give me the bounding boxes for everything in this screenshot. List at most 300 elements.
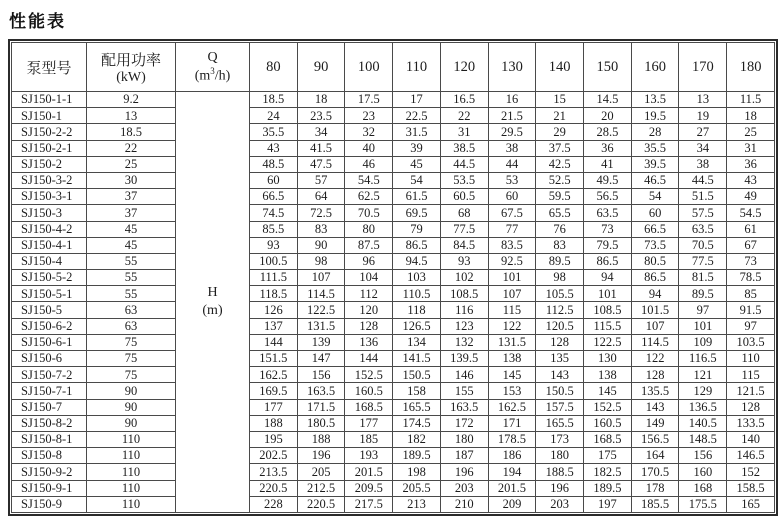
- head-value-cell: 54.5: [727, 205, 775, 221]
- head-value-cell: 23.5: [297, 108, 345, 124]
- head-value-cell: 115: [727, 367, 775, 383]
- head-value-cell: 143: [631, 399, 679, 415]
- head-value-cell: 217.5: [345, 496, 393, 512]
- head-value-cell: 196: [297, 448, 345, 464]
- head-value-cell: 52.5: [536, 172, 584, 188]
- head-value-cell: 93: [250, 237, 298, 253]
- head-value-cell: 89.5: [536, 253, 584, 269]
- head-value-cell: 158.5: [727, 480, 775, 496]
- head-value-cell: 194: [488, 464, 536, 480]
- head-value-cell: 60: [631, 205, 679, 221]
- head-value-cell: 180: [536, 448, 584, 464]
- head-value-cell: 28: [631, 124, 679, 140]
- power-cell: 25: [87, 156, 176, 172]
- head-value-cell: 107: [488, 286, 536, 302]
- head-value-cell: 57: [297, 172, 345, 188]
- head-value-cell: 203: [536, 496, 584, 512]
- header-q-unit: $(m^3/h)$: [194, 65, 231, 84]
- head-value-cell: 49: [727, 189, 775, 205]
- head-value-cell: 149: [631, 415, 679, 431]
- head-value-cell: 86.5: [631, 270, 679, 286]
- head-value-cell: 121: [679, 367, 727, 383]
- head-value-cell: 59.5: [536, 189, 584, 205]
- header-power: [87, 43, 176, 92]
- pump-model-cell: SJ150-5: [12, 302, 87, 318]
- head-unit: (m): [202, 302, 223, 318]
- head-value-cell: 73: [584, 221, 632, 237]
- table-row: [12, 399, 775, 415]
- table-row: [12, 464, 775, 480]
- head-value-cell: 36: [727, 156, 775, 172]
- head-value-cell: 165.5: [536, 415, 584, 431]
- head-value-cell: 51.5: [679, 189, 727, 205]
- head-value-cell: 20: [584, 108, 632, 124]
- head-value-cell: 209: [488, 496, 536, 512]
- head-value-cell: 163.5: [297, 383, 345, 399]
- head-value-cell: 77: [488, 221, 536, 237]
- head-value-cell: 48.5: [250, 156, 298, 172]
- head-value-cell: 146: [440, 367, 488, 383]
- pump-model-cell: SJ150-2: [12, 156, 87, 172]
- table-row: [12, 367, 775, 383]
- header-flow-100: 100: [345, 43, 393, 92]
- head-value-cell: 16.5: [440, 92, 488, 108]
- table-row: [12, 172, 775, 188]
- head-value-cell: 85: [727, 286, 775, 302]
- pump-model-cell: SJ150-6: [12, 351, 87, 367]
- head-value-cell: 69.5: [393, 205, 441, 221]
- head-value-cell: 146.5: [727, 448, 775, 464]
- table-row: [12, 140, 775, 156]
- head-value-cell: 29: [536, 124, 584, 140]
- head-value-cell: 18.5: [250, 92, 298, 108]
- head-value-cell: 136.5: [679, 399, 727, 415]
- head-value-cell: 140: [727, 431, 775, 447]
- power-cell: 75: [87, 351, 176, 367]
- head-value-cell: 152.5: [584, 399, 632, 415]
- power-cell: 110: [87, 480, 176, 496]
- head-value-cell: 205: [297, 464, 345, 480]
- head-value-cell: 131.5: [297, 318, 345, 334]
- pump-model-cell: SJ150-7-1: [12, 383, 87, 399]
- head-value-cell: 35.5: [631, 140, 679, 156]
- head-value-cell: 60: [488, 189, 536, 205]
- head-value-cell: 115.5: [584, 318, 632, 334]
- head-value-cell: 31.5: [393, 124, 441, 140]
- head-value-cell: 45: [393, 156, 441, 172]
- head-value-cell: 182.5: [584, 464, 632, 480]
- power-cell: 30: [87, 172, 176, 188]
- head-value-cell: 34: [297, 124, 345, 140]
- head-value-cell: 121.5: [727, 383, 775, 399]
- table-row: [12, 189, 775, 205]
- head-value-cell: 111.5: [250, 270, 298, 286]
- head-value-cell: 64: [297, 189, 345, 205]
- head-value-cell: 63.5: [584, 205, 632, 221]
- head-value-cell: 126: [250, 302, 298, 318]
- header-flow-80: 80: [250, 43, 298, 92]
- head-value-cell: 196: [440, 464, 488, 480]
- head-value-cell: 96: [345, 253, 393, 269]
- pump-model-cell: SJ150-4: [12, 253, 87, 269]
- power-cell: 110: [87, 431, 176, 447]
- pump-model-cell: SJ150-2-1: [12, 140, 87, 156]
- head-value-cell: 170.5: [631, 464, 679, 480]
- header-flow-90: 90: [297, 43, 345, 92]
- head-value-cell: 150.5: [393, 367, 441, 383]
- head-value-cell: 128: [536, 334, 584, 350]
- head-value-cell: 101: [679, 318, 727, 334]
- head-value-cell: 97: [727, 318, 775, 334]
- head-value-cell: 120.5: [536, 318, 584, 334]
- head-value-cell: 73.5: [631, 237, 679, 253]
- head-value-cell: 188: [250, 415, 298, 431]
- head-value-cell: 79.5: [584, 237, 632, 253]
- head-value-cell: 94: [631, 286, 679, 302]
- pump-model-cell: SJ150-4-1: [12, 237, 87, 253]
- head-value-cell: 67.5: [488, 205, 536, 221]
- head-value-cell: 38: [488, 140, 536, 156]
- head-value-cell: 66.5: [250, 189, 298, 205]
- head-value-cell: 29.5: [488, 124, 536, 140]
- table-row: [12, 221, 775, 237]
- header-power-name: 配用功率: [100, 52, 161, 69]
- head-value-cell: 180: [440, 431, 488, 447]
- power-cell: 75: [87, 367, 176, 383]
- pump-model-cell: SJ150-6-2: [12, 318, 87, 334]
- head-value-cell: 168.5: [584, 431, 632, 447]
- pump-model-cell: SJ150-2-2: [12, 124, 87, 140]
- head-value-cell: 39: [393, 140, 441, 156]
- head-value-cell: 201.5: [345, 464, 393, 480]
- head-value-cell: 35.5: [250, 124, 298, 140]
- header-q-symbol: Q: [207, 49, 218, 65]
- head-value-cell: 145: [488, 367, 536, 383]
- head-value-cell: 43: [727, 172, 775, 188]
- table-row: [12, 480, 775, 496]
- head-value-cell: 228: [250, 496, 298, 512]
- head-value-cell: 79: [393, 221, 441, 237]
- head-value-cell: 43: [250, 140, 298, 156]
- head-value-cell: 107: [297, 270, 345, 286]
- head-value-cell: 94.5: [393, 253, 441, 269]
- head-value-cell: 122.5: [584, 334, 632, 350]
- head-value-cell: 103: [393, 270, 441, 286]
- head-value-cell: 120: [345, 302, 393, 318]
- power-cell: 63: [87, 318, 176, 334]
- header-flow-150: 150: [584, 43, 632, 92]
- head-value-cell: 196: [536, 480, 584, 496]
- head-value-cell: 174.5: [393, 415, 441, 431]
- head-value-cell: 178: [631, 480, 679, 496]
- head-value-cell: 171.5: [297, 399, 345, 415]
- head-value-cell: 185: [345, 431, 393, 447]
- head-value-cell: 175: [584, 448, 632, 464]
- head-value-cell: 160: [679, 464, 727, 480]
- table-row: [12, 286, 775, 302]
- head-value-cell: 165.5: [393, 399, 441, 415]
- head-value-cell: 28.5: [584, 124, 632, 140]
- head-value-cell: 19.5: [631, 108, 679, 124]
- power-cell: 45: [87, 237, 176, 253]
- pump-model-cell: SJ150-9-2: [12, 464, 87, 480]
- head-value-cell: 54: [393, 172, 441, 188]
- head-value-cell: 197: [584, 496, 632, 512]
- head-value-cell: 118: [393, 302, 441, 318]
- header-pump-model: 泵型号: [12, 43, 87, 92]
- head-value-cell: 128: [631, 367, 679, 383]
- head-value-cell: 130: [584, 351, 632, 367]
- head-value-cell: 150.5: [536, 383, 584, 399]
- head-value-cell: 19: [679, 108, 727, 124]
- power-cell: 55: [87, 270, 176, 286]
- head-value-cell: 116.5: [679, 351, 727, 367]
- head-value-cell: 25: [727, 124, 775, 140]
- head-value-cell: 83: [297, 221, 345, 237]
- power-cell: 22: [87, 140, 176, 156]
- pump-model-cell: SJ150-5-1: [12, 286, 87, 302]
- head-value-cell: 15: [536, 92, 584, 108]
- head-value-cell: 53.5: [440, 172, 488, 188]
- head-value-cell: 104: [345, 270, 393, 286]
- power-cell: 37: [87, 189, 176, 205]
- head-value-cell: 41.5: [297, 140, 345, 156]
- head-value-cell: 115: [488, 302, 536, 318]
- power-cell: 110: [87, 496, 176, 512]
- head-value-cell: 205.5: [393, 480, 441, 496]
- head-value-cell: 203: [440, 480, 488, 496]
- head-value-cell: 13: [679, 92, 727, 108]
- head-value-cell: 132: [440, 334, 488, 350]
- pump-model-cell: SJ150-5-2: [12, 270, 87, 286]
- power-cell: 110: [87, 464, 176, 480]
- head-value-cell: 209.5: [345, 480, 393, 496]
- head-value-cell: 38: [679, 156, 727, 172]
- head-value-cell: 108.5: [440, 286, 488, 302]
- head-value-cell: 68: [440, 205, 488, 221]
- head-value-cell: 220.5: [250, 480, 298, 496]
- page-title: 性能表: [9, 12, 66, 32]
- head-value-cell: 24: [250, 108, 298, 124]
- header-row: [12, 43, 775, 92]
- head-value-cell: 131.5: [488, 334, 536, 350]
- head-value-cell: 40: [345, 140, 393, 156]
- head-value-cell: 87.5: [345, 237, 393, 253]
- head-value-cell: 123: [440, 318, 488, 334]
- head-value-cell: 56.5: [584, 189, 632, 205]
- head-value-cell: 100.5: [250, 253, 298, 269]
- head-value-cell: 47.5: [297, 156, 345, 172]
- head-value-cell: 178.5: [488, 431, 536, 447]
- head-value-cell: 46: [345, 156, 393, 172]
- performance-table-frame: [8, 39, 778, 516]
- head-value-cell: 90: [297, 237, 345, 253]
- head-value-cell: 46.5: [631, 172, 679, 188]
- head-value-cell: 16: [488, 92, 536, 108]
- head-value-cell: 77.5: [440, 221, 488, 237]
- header-power-unit: (kW): [116, 69, 146, 85]
- head-value-cell: 188: [297, 431, 345, 447]
- header-flow-110: 110: [393, 43, 441, 92]
- head-value-cell: 83.5: [488, 237, 536, 253]
- header-flow-130: 130: [488, 43, 536, 92]
- power-cell: 37: [87, 205, 176, 221]
- head-value-cell: 112: [345, 286, 393, 302]
- head-value-cell: 193: [345, 448, 393, 464]
- head-value-cell: 148.5: [679, 431, 727, 447]
- head-value-cell: 107: [631, 318, 679, 334]
- head-value-cell: 39.5: [631, 156, 679, 172]
- head-value-cell: 129: [679, 383, 727, 399]
- head-value-cell: 116: [440, 302, 488, 318]
- head-value-cell: 162.5: [488, 399, 536, 415]
- head-value-cell: 98: [297, 253, 345, 269]
- table-row: [12, 334, 775, 350]
- head-value-cell: 44: [488, 156, 536, 172]
- head-value-cell: 164: [631, 448, 679, 464]
- head-value-cell: 18: [297, 92, 345, 108]
- head-value-cell: 13.5: [631, 92, 679, 108]
- head-value-cell: 62.5: [345, 189, 393, 205]
- head-value-cell: 165: [727, 496, 775, 512]
- head-value-cell: 91.5: [727, 302, 775, 318]
- head-value-cell: 143: [536, 367, 584, 383]
- head-value-cell: 49.5: [584, 172, 632, 188]
- head-value-cell: 101.5: [631, 302, 679, 318]
- table-row: [12, 431, 775, 447]
- head-value-cell: 189.5: [584, 480, 632, 496]
- head-value-cell: 93: [440, 253, 488, 269]
- head-value-cell: 21.5: [488, 108, 536, 124]
- head-value-cell: 168: [679, 480, 727, 496]
- head-value-cell: 187: [440, 448, 488, 464]
- head-value-cell: 22: [440, 108, 488, 124]
- head-value-cell: 158: [393, 383, 441, 399]
- table-row: [12, 318, 775, 334]
- head-value-cell: 17.5: [345, 92, 393, 108]
- power-cell: 45: [87, 221, 176, 237]
- head-value-cell: 83: [536, 237, 584, 253]
- head-value-cell: 136: [345, 334, 393, 350]
- head-value-cell: 11.5: [727, 92, 775, 108]
- power-cell: 55: [87, 253, 176, 269]
- head-value-cell: 31: [727, 140, 775, 156]
- head-value-cell: 180.5: [297, 415, 345, 431]
- head-value-cell: 156: [679, 448, 727, 464]
- head-value-cell: 86.5: [393, 237, 441, 253]
- head-value-cell: 210: [440, 496, 488, 512]
- head-value-cell: 80: [345, 221, 393, 237]
- head-value-cell: 14.5: [584, 92, 632, 108]
- head-value-cell: 101: [584, 286, 632, 302]
- power-cell: 90: [87, 383, 176, 399]
- head-value-cell: 81.5: [679, 270, 727, 286]
- head-value-cell: 147: [297, 351, 345, 367]
- head-value-cell: 89.5: [679, 286, 727, 302]
- head-value-cell: 213: [393, 496, 441, 512]
- head-value-cell: 92.5: [488, 253, 536, 269]
- head-value-cell: 122: [488, 318, 536, 334]
- table-row: [12, 496, 775, 512]
- head-value-cell: 160.5: [345, 383, 393, 399]
- power-cell: 13: [87, 108, 176, 124]
- pump-model-cell: SJ150-3-2: [12, 172, 87, 188]
- pump-model-cell: SJ150-8-1: [12, 431, 87, 447]
- head-value-cell: 139.5: [440, 351, 488, 367]
- head-value-cell: 27: [679, 124, 727, 140]
- head-value-cell: 76: [536, 221, 584, 237]
- head-value-cell: 78.5: [727, 270, 775, 286]
- head-value-cell: 42.5: [536, 156, 584, 172]
- head-value-cell: 189.5: [393, 448, 441, 464]
- head-value-cell: 145: [584, 383, 632, 399]
- power-cell: 9.2: [87, 92, 176, 108]
- header-flow-170: 170: [679, 43, 727, 92]
- head-value-cell: 151.5: [250, 351, 298, 367]
- pump-model-cell: SJ150-8: [12, 448, 87, 464]
- head-value-cell: 152.5: [345, 367, 393, 383]
- head-value-cell: 128: [345, 318, 393, 334]
- head-value-cell: 70.5: [679, 237, 727, 253]
- table-row: [12, 415, 775, 431]
- power-cell: 18.5: [87, 124, 176, 140]
- head-value-cell: 32: [345, 124, 393, 140]
- head-value-cell: 172: [440, 415, 488, 431]
- head-value-cell: 126.5: [393, 318, 441, 334]
- head-value-cell: 135: [536, 351, 584, 367]
- head-value-cell: 213.5: [250, 464, 298, 480]
- pump-model-cell: SJ150-3: [12, 205, 87, 221]
- head-value-cell: 114.5: [631, 334, 679, 350]
- table-row: [12, 237, 775, 253]
- head-value-cell: 185.5: [631, 496, 679, 512]
- head-value-cell: 61: [727, 221, 775, 237]
- head-value-cell: 134: [393, 334, 441, 350]
- table-row: [12, 448, 775, 464]
- head-value-cell: 70.5: [345, 205, 393, 221]
- head-value-cell: 133.5: [727, 415, 775, 431]
- head-value-cell: 54.5: [345, 172, 393, 188]
- performance-table: [11, 42, 775, 513]
- head-value-cell: 67: [727, 237, 775, 253]
- head-value-cell: 102: [440, 270, 488, 286]
- head-value-cell: 139: [297, 334, 345, 350]
- header-flow-120: 120: [440, 43, 488, 92]
- head-value-cell: 86.5: [584, 253, 632, 269]
- pump-model-cell: SJ150-7: [12, 399, 87, 415]
- pump-model-cell: SJ150-3-1: [12, 189, 87, 205]
- head-value-cell: 122: [631, 351, 679, 367]
- table-row: [12, 156, 775, 172]
- head-value-cell: 112.5: [536, 302, 584, 318]
- power-cell: 63: [87, 302, 176, 318]
- head-value-cell: 60.5: [440, 189, 488, 205]
- head-value-cell: 212.5: [297, 480, 345, 496]
- head-value-cell: 153: [488, 383, 536, 399]
- head-value-cell: 177: [345, 415, 393, 431]
- head-value-cell: 156: [297, 367, 345, 383]
- table-row: [12, 351, 775, 367]
- head-value-cell: 137: [250, 318, 298, 334]
- head-value-cell: 182: [393, 431, 441, 447]
- head-value-cell: 202.5: [250, 448, 298, 464]
- head-value-cell: 152: [727, 464, 775, 480]
- head-value-cell: 169.5: [250, 383, 298, 399]
- head-value-cell: 101: [488, 270, 536, 286]
- table-row: [12, 92, 775, 108]
- head-value-cell: 103.5: [727, 334, 775, 350]
- head-value-cell: 60: [250, 172, 298, 188]
